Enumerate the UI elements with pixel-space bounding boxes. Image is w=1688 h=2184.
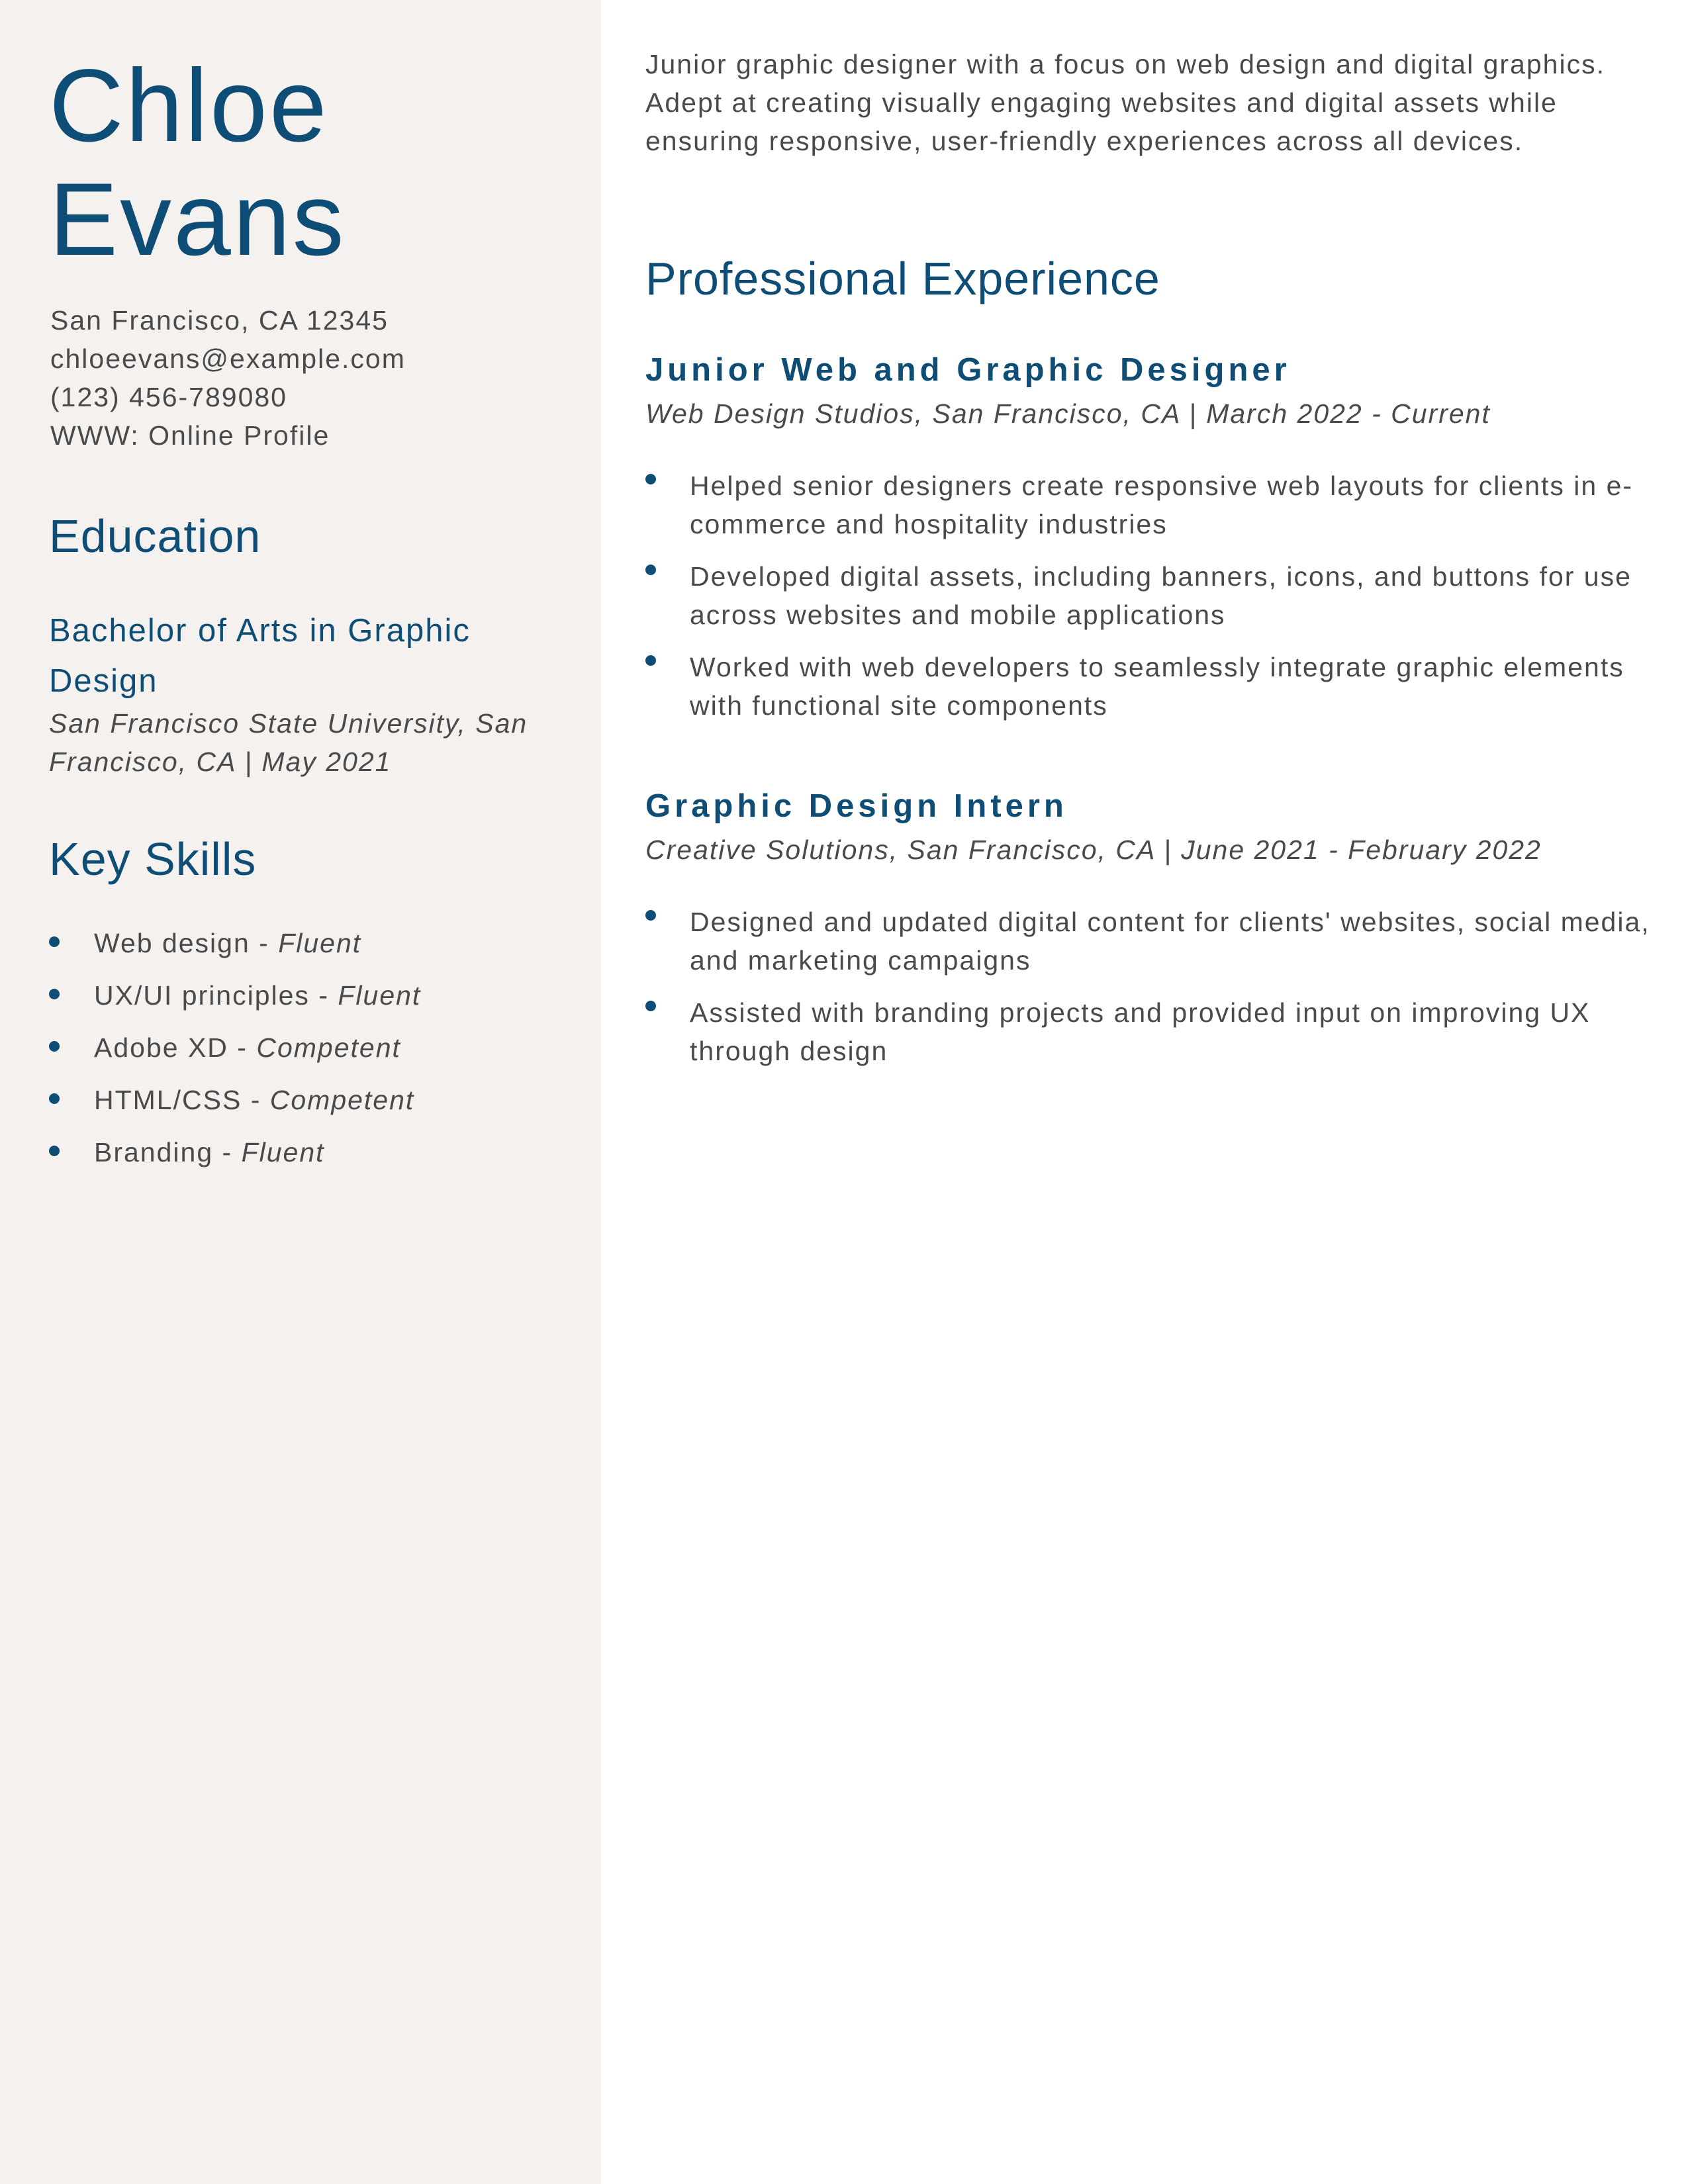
- job-meta: Creative Solutions, San Francisco, CA | June 2021 - February 2022: [645, 835, 1542, 865]
- bullet-icon: [645, 474, 656, 484]
- job-bullets: [645, 903, 1652, 1084]
- contact-email[interactable]: chloeevans@example.com: [50, 343, 406, 374]
- skill-item: [49, 1081, 579, 1133]
- education-heading: Education: [49, 510, 261, 562]
- skill-item: [49, 1133, 579, 1185]
- skill-item: [49, 1028, 579, 1081]
- contact-phone: (123) 456-789080: [50, 382, 287, 412]
- skill-separator: -: [250, 928, 279, 958]
- job-bullet: [645, 903, 1652, 979]
- job-bullet: [645, 993, 1652, 1070]
- bullet-icon: [49, 1093, 60, 1104]
- skill-level: Fluent: [241, 1137, 325, 1167]
- skill-name: Adobe XD: [94, 1032, 228, 1063]
- job-title: Graphic Design Intern: [645, 788, 1068, 824]
- contact-address: San Francisco, CA 12345: [50, 305, 389, 336]
- skills-heading: Key Skills: [49, 833, 257, 885]
- job-bullet-text: Helped senior designers create responsive web layouts for clients in e-commerce and hospitality industries: [690, 471, 1634, 539]
- main-column: [601, 0, 1688, 2184]
- contact-web[interactable]: WWW: Online Profile: [50, 420, 330, 451]
- skill-name: HTML/CSS: [94, 1085, 242, 1115]
- skill-level: Competent: [269, 1085, 415, 1115]
- job-title: Junior Web and Graphic Designer: [645, 352, 1291, 388]
- skill-item: [49, 976, 579, 1028]
- skill-separator: -: [228, 1032, 257, 1063]
- bullet-icon: [645, 910, 656, 921]
- job-bullets: [645, 467, 1652, 739]
- bullet-icon: [645, 565, 656, 575]
- skill-item: [49, 924, 579, 976]
- job-bullet-text: Assisted with branding projects and provided input on improving UX through design: [690, 997, 1591, 1066]
- bullet-icon: [645, 655, 656, 666]
- bullet-icon: [49, 989, 60, 999]
- skill-name: UX/UI principles: [94, 980, 310, 1011]
- skill-level: Fluent: [278, 928, 362, 958]
- contact-info: [50, 301, 580, 455]
- bullet-icon: [645, 1001, 656, 1011]
- skill-name: Web design: [94, 928, 250, 958]
- skill-separator: -: [309, 980, 338, 1011]
- last-name: Evans: [49, 162, 346, 277]
- skill-separator: -: [213, 1137, 242, 1167]
- job-bullet: [645, 467, 1652, 543]
- job-bullet-text: Worked with web developers to seamlessly integrate graphic elements with functional site components: [690, 652, 1624, 721]
- job-bullet-text: Developed digital assets, including banners, icons, and buttons for use across websites and mobile applications: [690, 561, 1632, 630]
- skill-level: Competent: [256, 1032, 401, 1063]
- job-meta: Web Design Studios, San Francisco, CA | March 2022 - Current: [645, 398, 1491, 429]
- skill-separator: -: [242, 1085, 270, 1115]
- skill-name: Branding: [94, 1137, 214, 1167]
- skills-list: [49, 924, 579, 1185]
- candidate-name: [49, 49, 579, 277]
- experience-heading: Professional Experience: [645, 253, 1160, 304]
- skill-level: Fluent: [338, 980, 422, 1011]
- education-degree: Bachelor of Arts in Graphic Design: [49, 613, 471, 699]
- bullet-icon: [49, 1041, 60, 1052]
- bullet-icon: [49, 1146, 60, 1156]
- education-meta: San Francisco State University, San Francisco, CA | May 2021: [49, 708, 528, 777]
- bullet-icon: [49, 936, 60, 947]
- first-name: Chloe: [49, 48, 329, 163]
- job-bullet: [645, 557, 1652, 634]
- profile-summary: Junior graphic designer with a focus on web design and digital graphics. Adept at creating visually engaging websites and digital assets while ensuring responsive, user-friendly experiences across all devices.: [645, 49, 1605, 156]
- job-bullet-text: Designed and updated digital content for clients' websites, social media, and marketing campaigns: [690, 907, 1650, 976]
- job-bullet: [645, 648, 1652, 725]
